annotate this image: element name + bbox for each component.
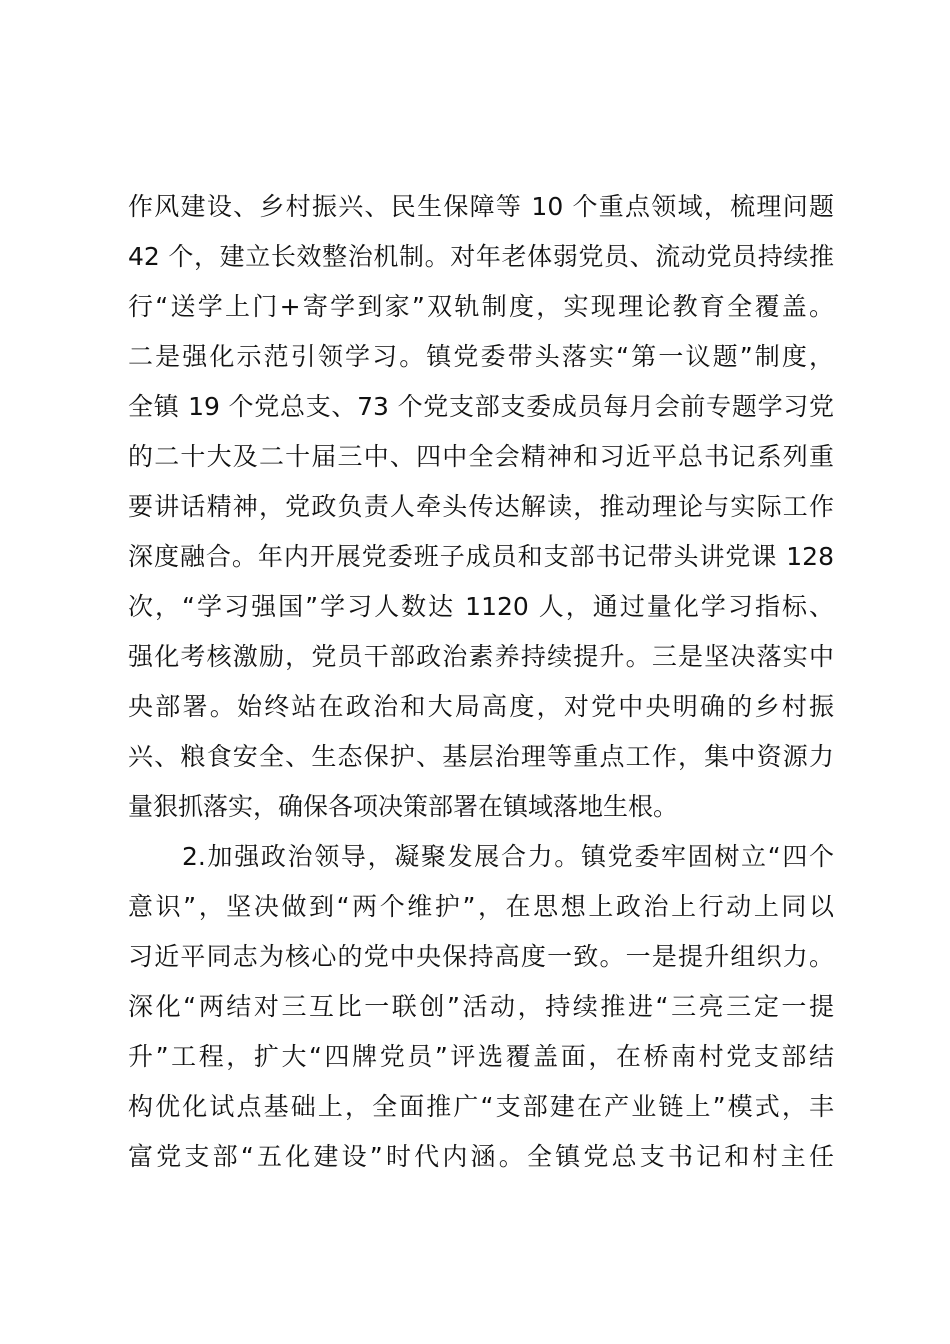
text-line: 作风建设、乡村振兴、民生保障等 10 个重点领域，梳理问题 bbox=[128, 192, 834, 221]
text-line: 要讲话精神，党政负责人牵头传达解读，推动理论与实际工作 bbox=[128, 492, 834, 521]
paragraph-political-leadership bbox=[128, 832, 838, 1182]
text-line: 次，“学习强国”学习人数达 1120 人，通过量化学习指标、 bbox=[128, 592, 834, 621]
text-line: 富党支部“五化建设”时代内涵。全镇党总支书记和村主任 bbox=[128, 1142, 834, 1171]
text-line: 习近平同志为核心的党中央保持高度一致。一是提升组织力。 bbox=[128, 942, 834, 971]
text-line: 强化考核激励，党员干部政治素养持续提升。三是坚决落实中 bbox=[128, 642, 834, 671]
text-line: 行“送学上门+寄学到家”双轨制度，实现理论教育全覆盖。 bbox=[128, 292, 834, 321]
text-line: 央部署。始终站在政治和大局高度，对党中央明确的乡村振 bbox=[128, 692, 834, 721]
text-line: 深度融合。年内开展党委班子成员和支部书记带头讲党课 128 bbox=[128, 542, 834, 571]
text-line: 深化“两结对三互比一联创”活动，持续推进“三亮三定一提 bbox=[128, 992, 834, 1021]
document-body bbox=[128, 182, 838, 1182]
paragraph-study-continued bbox=[128, 182, 838, 832]
text-line: 构优化试点基础上，全面推广“支部建在产业链上”模式，丰 bbox=[128, 1092, 834, 1121]
text-line: 二是强化示范引领学习。镇党委带头落实“第一议题”制度， bbox=[128, 342, 834, 371]
text-line: 的二十大及二十届三中、四中全会精神和习近平总书记系列重 bbox=[128, 442, 834, 471]
text-line: 42 个，建立长效整治机制。对年老体弱党员、流动党员持续推 bbox=[128, 242, 834, 271]
text-line: 兴、粮食安全、生态保护、基层治理等重点工作，集中资源力 bbox=[128, 742, 834, 771]
paragraph-heading-line: 2.加强政治领导，凝聚发展合力。镇党委牢固树立“四个 bbox=[182, 842, 834, 871]
text-line: 量狠抓落实，确保各项决策部署在镇域落地生根。 bbox=[128, 792, 679, 821]
text-line: 意识”，坚决做到“两个维护”，在思想上政治上行动上同以 bbox=[128, 892, 834, 921]
text-line: 全镇 19 个党总支、73 个党支部支委成员每月会前专题学习党 bbox=[128, 392, 834, 421]
text-line: 升”工程，扩大“四牌党员”评选覆盖面，在桥南村党支部结 bbox=[128, 1042, 834, 1071]
